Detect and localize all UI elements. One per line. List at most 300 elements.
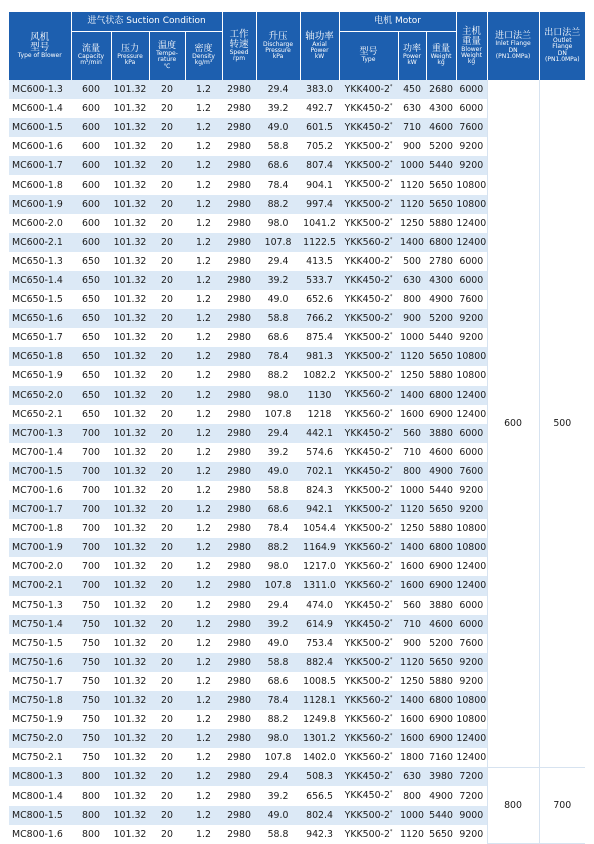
cell-axial-power: 705.2 [300,137,339,156]
cell-axial-power: 656.5 [300,786,339,805]
cell-temperature: 20 [149,175,185,194]
cell-type: MC650-1.6 [9,309,71,328]
cell-temperature: 20 [149,252,185,271]
cell-discharge: 49.0 [256,462,300,481]
cell-blower-weight: 12400 [456,557,487,576]
cell-density: 1.2 [185,596,222,615]
cell-discharge: 98.0 [256,729,300,748]
cell-density: 1.2 [185,786,222,805]
cell-blower-weight: 9200 [456,481,487,500]
cell-temperature: 20 [149,443,185,462]
cell-density: 1.2 [185,309,222,328]
cell-motor-type: YKK560-2* [339,576,398,595]
cell-speed: 2980 [222,615,256,634]
cell-motor-power: 1120 [398,347,426,366]
cell-discharge: 78.4 [256,691,300,710]
blower-spec-table [9,12,585,844]
cell-axial-power: 614.9 [300,615,339,634]
cell-temperature: 20 [149,290,185,309]
cell-discharge: 29.4 [256,80,300,99]
cell-motor-power: 1400 [398,538,426,557]
cell-motor-type: YKK500-2* [339,175,398,194]
cell-motor-weight: 5650 [426,653,456,672]
cell-capacity: 750 [71,615,111,634]
cell-motor-type: YKK400-2* [339,80,398,99]
cell-motor-weight: 5880 [426,519,456,538]
cell-density: 1.2 [185,99,222,118]
cell-pressure: 101.32 [111,786,149,805]
cell-blower-weight: 6000 [456,252,487,271]
cell-motor-power: 1800 [398,748,426,767]
cell-capacity: 600 [71,80,111,99]
cell-motor-type: YKK500-2* [339,806,398,825]
cell-motor-weight: 6800 [426,538,456,557]
cell-blower-weight: 12400 [456,729,487,748]
cell-axial-power: 904.1 [300,175,339,194]
cell-blower-weight: 9200 [456,653,487,672]
cell-pressure: 101.32 [111,767,149,786]
cell-motor-power: 560 [398,424,426,443]
cell-density: 1.2 [185,290,222,309]
cell-outlet-flange: 500 [539,80,585,767]
cell-temperature: 20 [149,99,185,118]
cell-motor-type: YKK450-2* [339,290,398,309]
cell-capacity: 650 [71,405,111,424]
cell-blower-weight: 7200 [456,786,487,805]
cell-type: MC650-1.9 [9,366,71,385]
cell-temperature: 20 [149,309,185,328]
cell-motor-weight: 5650 [426,825,456,844]
cell-pressure: 101.32 [111,99,149,118]
cell-axial-power: 533.7 [300,271,339,290]
header-discharge: 升压 Discharge Pressure kPa [256,12,300,80]
cell-blower-weight: 7600 [456,634,487,653]
cell-density: 1.2 [185,691,222,710]
cell-type: MC750-1.4 [9,615,71,634]
cell-axial-power: 702.1 [300,462,339,481]
cell-motor-type: YKK560-2* [339,748,398,767]
cell-capacity: 700 [71,462,111,481]
cell-density: 1.2 [185,252,222,271]
cell-motor-power: 1120 [398,195,426,214]
cell-temperature: 20 [149,405,185,424]
cell-capacity: 650 [71,386,111,405]
cell-temperature: 20 [149,615,185,634]
cell-temperature: 20 [149,328,185,347]
cell-speed: 2980 [222,175,256,194]
cell-pressure: 101.32 [111,80,149,99]
cell-axial-power: 508.3 [300,767,339,786]
cell-motor-power: 450 [398,80,426,99]
cell-speed: 2980 [222,538,256,557]
cell-capacity: 600 [71,137,111,156]
cell-motor-type: YKK500-2* [339,500,398,519]
cell-motor-power: 630 [398,767,426,786]
cell-pressure: 101.32 [111,710,149,729]
cell-capacity: 700 [71,481,111,500]
cell-speed: 2980 [222,557,256,576]
cell-temperature: 20 [149,519,185,538]
header-capacity: 流量 Capacity m³/min [71,31,111,80]
cell-axial-power: 1128.1 [300,691,339,710]
cell-temperature: 20 [149,481,185,500]
cell-speed: 2980 [222,576,256,595]
cell-type: MC600-2.1 [9,233,71,252]
cell-density: 1.2 [185,386,222,405]
cell-motor-weight: 5650 [426,347,456,366]
cell-blower-weight: 6000 [456,596,487,615]
cell-type: MC650-1.7 [9,328,71,347]
header-density: 密度 Density kg/m³ [185,31,222,80]
cell-motor-type: YKK450-2* [339,99,398,118]
cell-capacity: 800 [71,786,111,805]
cell-motor-weight: 5880 [426,672,456,691]
cell-temperature: 20 [149,825,185,844]
cell-pressure: 101.32 [111,309,149,328]
cell-type: MC650-1.5 [9,290,71,309]
cell-motor-power: 1000 [398,481,426,500]
cell-motor-weight: 6900 [426,710,456,729]
cell-blower-weight: 9200 [456,825,487,844]
cell-motor-weight: 4600 [426,118,456,137]
cell-blower-weight: 10800 [456,691,487,710]
cell-type: MC800-1.5 [9,806,71,825]
cell-pressure: 101.32 [111,443,149,462]
cell-motor-power: 1250 [398,672,426,691]
cell-motor-weight: 6900 [426,557,456,576]
table-row [9,80,585,99]
cell-density: 1.2 [185,519,222,538]
cell-motor-type: YKK560-2* [339,729,398,748]
cell-temperature: 20 [149,214,185,233]
table-body [9,80,585,844]
cell-pressure: 101.32 [111,156,149,175]
cell-type: MC700-1.3 [9,424,71,443]
cell-discharge: 78.4 [256,175,300,194]
cell-density: 1.2 [185,328,222,347]
cell-blower-weight: 6000 [456,615,487,634]
cell-motor-power: 1600 [398,729,426,748]
cell-motor-power: 1000 [398,328,426,347]
cell-motor-weight: 5200 [426,137,456,156]
cell-motor-weight: 4900 [426,462,456,481]
cell-blower-weight: 10800 [456,195,487,214]
cell-pressure: 101.32 [111,366,149,385]
cell-blower-weight: 10800 [456,175,487,194]
cell-discharge: 39.2 [256,271,300,290]
cell-discharge: 39.2 [256,443,300,462]
cell-discharge: 68.6 [256,156,300,175]
cell-axial-power: 1054.4 [300,519,339,538]
cell-capacity: 600 [71,195,111,214]
cell-motor-power: 1600 [398,710,426,729]
cell-axial-power: 1082.2 [300,366,339,385]
cell-blower-weight: 9200 [456,309,487,328]
cell-capacity: 750 [71,596,111,615]
cell-blower-weight: 10800 [456,710,487,729]
header-type: 风机 型号 Type of Blower [9,12,71,80]
cell-pressure: 101.32 [111,538,149,557]
cell-type: MC650-1.8 [9,347,71,366]
cell-pressure: 101.32 [111,596,149,615]
cell-inlet-flange: 600 [487,80,539,767]
table-row [9,767,585,786]
cell-motor-power: 900 [398,634,426,653]
cell-axial-power: 442.1 [300,424,339,443]
cell-pressure: 101.32 [111,519,149,538]
cell-motor-weight: 2680 [426,80,456,99]
cell-pressure: 101.32 [111,137,149,156]
cell-motor-weight: 5440 [426,481,456,500]
cell-capacity: 650 [71,290,111,309]
cell-motor-power: 900 [398,137,426,156]
cell-density: 1.2 [185,175,222,194]
cell-type: MC750-1.3 [9,596,71,615]
cell-motor-type: YKK500-2* [339,634,398,653]
cell-discharge: 68.6 [256,500,300,519]
cell-blower-weight: 10800 [456,347,487,366]
cell-speed: 2980 [222,405,256,424]
header-motor-type: 型号 Type [339,31,398,80]
cell-blower-weight: 9200 [456,328,487,347]
cell-type: MC750-1.5 [9,634,71,653]
cell-motor-weight: 4300 [426,271,456,290]
cell-axial-power: 824.3 [300,481,339,500]
cell-motor-type: YKK450-2* [339,118,398,137]
table-header [9,12,585,80]
cell-pressure: 101.32 [111,271,149,290]
cell-axial-power: 875.4 [300,328,339,347]
cell-speed: 2980 [222,214,256,233]
cell-capacity: 650 [71,309,111,328]
cell-motor-type: YKK500-2* [339,825,398,844]
cell-speed: 2980 [222,309,256,328]
cell-temperature: 20 [149,271,185,290]
cell-type: MC750-1.8 [9,691,71,710]
cell-discharge: 98.0 [256,386,300,405]
cell-motor-weight: 3980 [426,767,456,786]
cell-speed: 2980 [222,99,256,118]
cell-density: 1.2 [185,405,222,424]
cell-motor-power: 560 [398,596,426,615]
cell-motor-weight: 6800 [426,691,456,710]
cell-speed: 2980 [222,347,256,366]
cell-speed: 2980 [222,634,256,653]
cell-discharge: 107.8 [256,405,300,424]
cell-density: 1.2 [185,672,222,691]
cell-type: MC650-2.1 [9,405,71,424]
cell-speed: 2980 [222,462,256,481]
cell-axial-power: 1402.0 [300,748,339,767]
cell-discharge: 58.8 [256,653,300,672]
cell-speed: 2980 [222,233,256,252]
cell-density: 1.2 [185,233,222,252]
cell-axial-power: 1301.2 [300,729,339,748]
cell-density: 1.2 [185,729,222,748]
cell-temperature: 20 [149,233,185,252]
cell-discharge: 29.4 [256,767,300,786]
cell-motor-weight: 5650 [426,175,456,194]
cell-motor-weight: 4600 [426,615,456,634]
cell-motor-type: YKK560-2* [339,557,398,576]
cell-speed: 2980 [222,195,256,214]
cell-pressure: 101.32 [111,118,149,137]
cell-capacity: 700 [71,443,111,462]
cell-type: MC600-1.5 [9,118,71,137]
cell-motor-weight: 5200 [426,309,456,328]
cell-motor-type: YKK450-2* [339,786,398,805]
cell-motor-weight: 6800 [426,386,456,405]
cell-temperature: 20 [149,118,185,137]
cell-temperature: 20 [149,653,185,672]
cell-axial-power: 1311.0 [300,576,339,595]
cell-motor-weight: 6900 [426,405,456,424]
cell-motor-weight: 2780 [426,252,456,271]
cell-pressure: 101.32 [111,576,149,595]
cell-discharge: 58.8 [256,825,300,844]
cell-type: MC650-1.4 [9,271,71,290]
cell-motor-power: 1120 [398,825,426,844]
header-motor-weight: 重量 Weight kg [426,31,456,80]
cell-discharge: 58.8 [256,481,300,500]
cell-motor-type: YKK450-2* [339,271,398,290]
cell-motor-type: YKK500-2* [339,653,398,672]
cell-axial-power: 1122.5 [300,233,339,252]
cell-motor-type: YKK450-2* [339,596,398,615]
cell-discharge: 49.0 [256,806,300,825]
cell-temperature: 20 [149,576,185,595]
cell-motor-power: 1120 [398,500,426,519]
cell-motor-power: 1120 [398,175,426,194]
cell-axial-power: 474.0 [300,596,339,615]
cell-density: 1.2 [185,748,222,767]
cell-capacity: 650 [71,271,111,290]
cell-speed: 2980 [222,328,256,347]
cell-discharge: 78.4 [256,519,300,538]
cell-type: MC700-2.0 [9,557,71,576]
cell-density: 1.2 [185,443,222,462]
cell-motor-type: YKK560-2* [339,233,398,252]
cell-pressure: 101.32 [111,214,149,233]
cell-temperature: 20 [149,729,185,748]
cell-density: 1.2 [185,424,222,443]
cell-density: 1.2 [185,118,222,137]
cell-pressure: 101.32 [111,653,149,672]
cell-motor-weight: 3880 [426,424,456,443]
cell-axial-power: 942.3 [300,825,339,844]
cell-motor-power: 1400 [398,386,426,405]
cell-blower-weight: 7600 [456,290,487,309]
cell-capacity: 600 [71,118,111,137]
cell-type: MC750-1.6 [9,653,71,672]
cell-speed: 2980 [222,366,256,385]
cell-discharge: 98.0 [256,214,300,233]
cell-capacity: 650 [71,252,111,271]
cell-motor-type: YKK560-2* [339,386,398,405]
cell-type: MC700-1.4 [9,443,71,462]
cell-pressure: 101.32 [111,615,149,634]
cell-speed: 2980 [222,80,256,99]
cell-axial-power: 1041.2 [300,214,339,233]
cell-discharge: 107.8 [256,748,300,767]
cell-speed: 2980 [222,825,256,844]
cell-temperature: 20 [149,366,185,385]
cell-blower-weight: 6000 [456,424,487,443]
cell-blower-weight: 12400 [456,386,487,405]
cell-pressure: 101.32 [111,195,149,214]
cell-motor-power: 1400 [398,233,426,252]
cell-type: MC750-1.9 [9,710,71,729]
cell-motor-type: YKK500-2* [339,481,398,500]
cell-blower-weight: 12400 [456,576,487,595]
cell-speed: 2980 [222,118,256,137]
cell-discharge: 29.4 [256,424,300,443]
cell-temperature: 20 [149,538,185,557]
cell-blower-weight: 12400 [456,233,487,252]
cell-capacity: 700 [71,538,111,557]
cell-temperature: 20 [149,500,185,519]
cell-capacity: 700 [71,576,111,595]
cell-density: 1.2 [185,366,222,385]
cell-pressure: 101.32 [111,481,149,500]
cell-type: MC600-1.9 [9,195,71,214]
cell-temperature: 20 [149,424,185,443]
cell-density: 1.2 [185,825,222,844]
cell-motor-weight: 5650 [426,195,456,214]
cell-capacity: 750 [71,634,111,653]
cell-motor-weight: 5880 [426,214,456,233]
cell-outlet-flange: 700 [539,767,585,843]
cell-pressure: 101.32 [111,252,149,271]
cell-motor-power: 1400 [398,691,426,710]
cell-inlet-flange: 800 [487,767,539,843]
cell-capacity: 750 [71,710,111,729]
cell-blower-weight: 10800 [456,519,487,538]
cell-capacity: 800 [71,806,111,825]
cell-temperature: 20 [149,462,185,481]
cell-motor-power: 800 [398,290,426,309]
cell-capacity: 750 [71,748,111,767]
header-pressure: 压力 Pressure kPa [111,31,149,80]
cell-motor-power: 1120 [398,653,426,672]
cell-blower-weight: 6000 [456,271,487,290]
cell-discharge: 29.4 [256,252,300,271]
cell-axial-power: 981.3 [300,347,339,366]
cell-pressure: 101.32 [111,462,149,481]
cell-motor-power: 1000 [398,806,426,825]
cell-blower-weight: 12400 [456,214,487,233]
cell-density: 1.2 [185,615,222,634]
cell-speed: 2980 [222,748,256,767]
cell-type: MC700-1.6 [9,481,71,500]
cell-capacity: 650 [71,347,111,366]
cell-pressure: 101.32 [111,557,149,576]
cell-blower-weight: 7600 [456,118,487,137]
cell-pressure: 101.32 [111,233,149,252]
cell-motor-power: 630 [398,99,426,118]
cell-motor-weight: 6800 [426,233,456,252]
cell-axial-power: 802.4 [300,806,339,825]
cell-axial-power: 652.6 [300,290,339,309]
cell-axial-power: 1218 [300,405,339,424]
cell-motor-type: YKK560-2* [339,691,398,710]
cell-motor-power: 1000 [398,156,426,175]
cell-capacity: 650 [71,328,111,347]
cell-motor-type: YKK500-2* [339,195,398,214]
cell-temperature: 20 [149,786,185,805]
cell-motor-weight: 5650 [426,500,456,519]
cell-speed: 2980 [222,424,256,443]
